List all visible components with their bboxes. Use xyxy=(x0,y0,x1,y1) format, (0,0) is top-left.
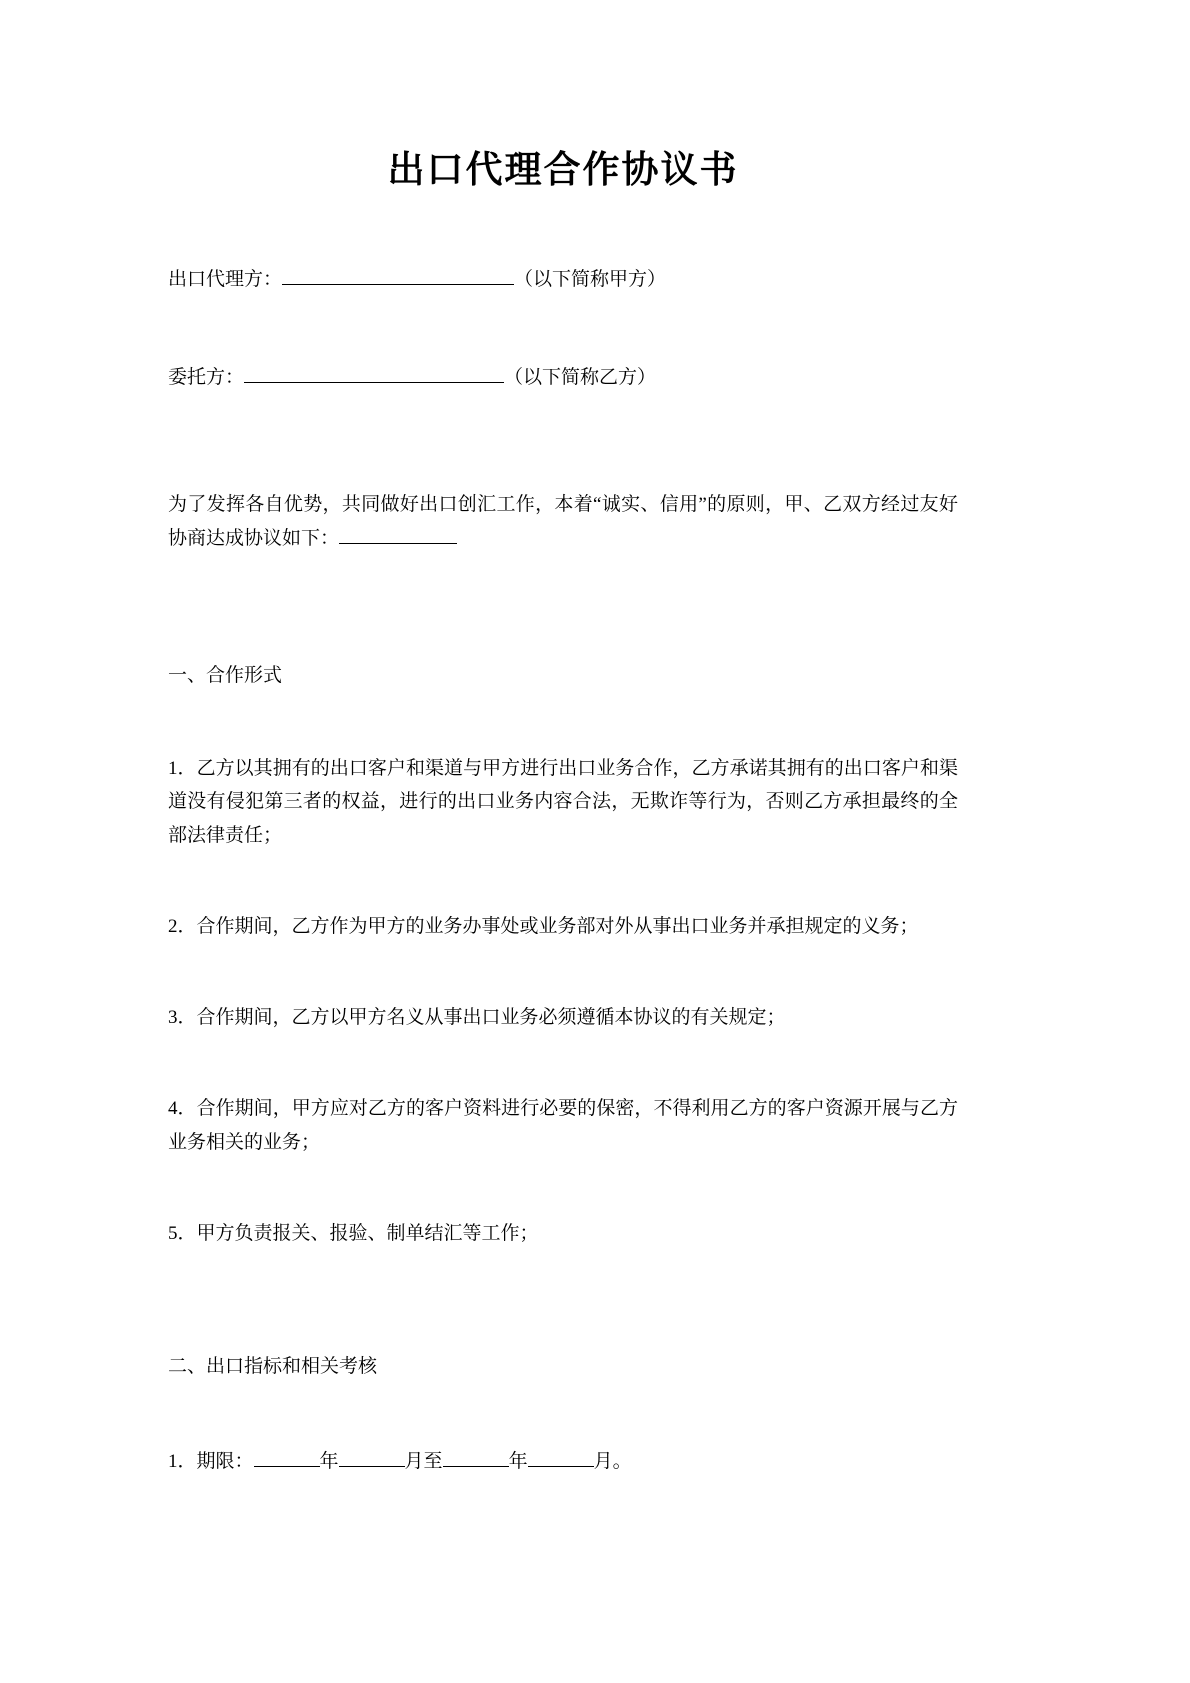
clause-1-1: 1．乙方以其拥有的出口客户和渠道与甲方进行出口业务合作，乙方承诺其拥有的出口客户和渠道没有侵犯第三者的权益，进行的出口业务内容合法，无欺诈等行为，否则乙方承担最终的全部法律责任； xyxy=(168,758,958,846)
clause-1-4: 4．合作期间，甲方应对乙方的客户资料进行必要的保密，不得利用乙方的客户资源开展与乙方业务相关的业务； xyxy=(168,1098,958,1153)
term-blank-end-month[interactable] xyxy=(528,1447,594,1467)
preamble-blank[interactable] xyxy=(339,524,457,544)
clause-1-5: 5．甲方负责报关、报验、制单结汇等工作； xyxy=(168,1222,539,1244)
page-title: 出口代理合作协议书 xyxy=(387,150,739,191)
term-blank-start-year[interactable] xyxy=(254,1447,320,1467)
term-unit-year-end: 年 xyxy=(508,1451,528,1473)
clause-1-2: 2．合作期间，乙方作为甲方的业务办事处或业务部对外从事出口业务并承担规定的义务； xyxy=(168,915,919,937)
party-label-agent: 出口代理方： xyxy=(168,269,283,291)
section-heading-1: 一、合作形式 xyxy=(168,664,283,686)
party-line-agent xyxy=(168,262,958,298)
term-blank-start-month[interactable] xyxy=(339,1447,405,1467)
party-suffix-client: （以下简称乙方） xyxy=(504,367,657,389)
term-connector: 至 xyxy=(423,1451,443,1473)
section-heading-2: 二、出口指标和相关考核 xyxy=(168,1356,378,1378)
party-label-client: 委托方： xyxy=(168,367,245,389)
term-unit-month-end: 月 xyxy=(593,1451,613,1473)
term-unit-month-start: 月 xyxy=(404,1451,424,1473)
document-content xyxy=(168,0,958,1498)
term-blank-end-year[interactable] xyxy=(443,1447,509,1467)
clause-1-3: 3．合作期间，乙方以甲方名义从事出口业务必须遵循本协议的有关规定； xyxy=(168,1007,786,1029)
term-terminator: 。 xyxy=(612,1451,632,1473)
party-blank-client[interactable] xyxy=(244,363,504,383)
party-blank-agent[interactable] xyxy=(282,265,514,285)
party-suffix-agent: （以下简称甲方） xyxy=(514,269,667,291)
clause-2-1-term xyxy=(168,1445,958,1478)
party-line-client xyxy=(168,360,958,396)
term-unit-year-start: 年 xyxy=(319,1451,339,1473)
term-prefix: 1．期限： xyxy=(168,1451,254,1473)
preamble-text: 为了发挥各自优势，共同做好出口创汇工作，本着“诚实、信用”的原则，甲、乙双方经过友好协商达成协议如下： xyxy=(168,494,958,549)
preamble-paragraph xyxy=(168,488,958,555)
